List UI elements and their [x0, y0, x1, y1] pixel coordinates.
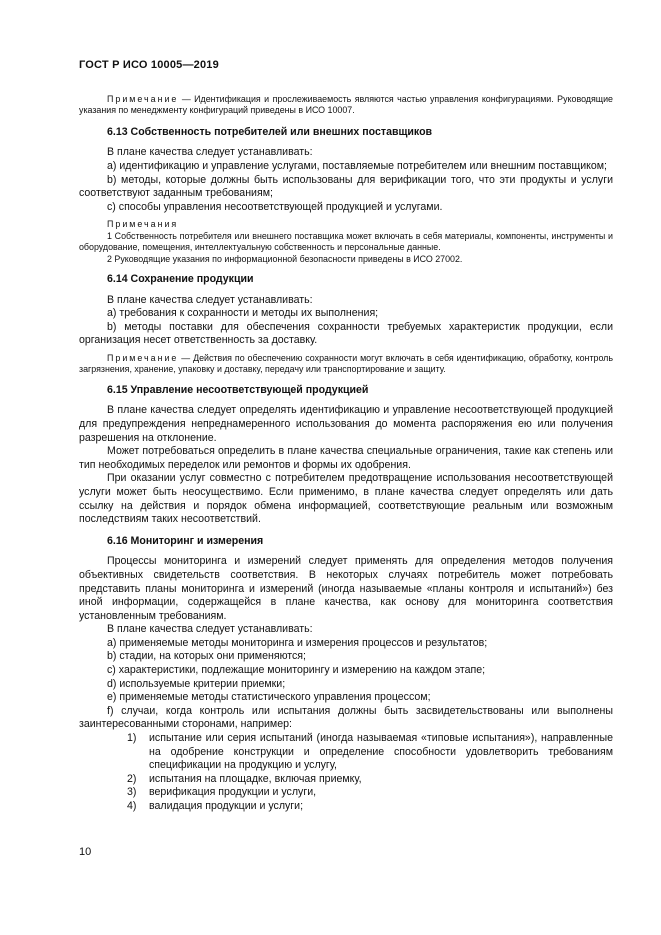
list-item: [79, 773, 613, 787]
s613-intro: В плане качества следует устанавливать:: [107, 146, 313, 159]
s613-item-a: a) идентификацию и управление услугами, поставляемые потребителем или внешним поставщиком;: [107, 160, 607, 172]
s614-intro: В плане качества следует устанавливать:: [107, 293, 313, 306]
list-item-number: 1): [127, 732, 137, 745]
s616-numbered-list: [79, 732, 613, 814]
list-item-text: испытание или серия испытаний (иногда называемая «типовые испытания»), направленные на одобрение конструкции и определение способности удовлетворить требованиям спецификации на продукцию и услугу,: [149, 732, 613, 772]
notes-label: Примечания: [107, 219, 179, 230]
s616-intro: В плане качества следует устанавливать:: [107, 623, 313, 636]
s616-item-b: b) стадии, на которых они применяются;: [107, 650, 306, 663]
s615-paragraph-3: При оказании услуг совместно с потребителем предотвращение использования несоответствующей услуги может быть неосуществимо. Если применимо, в плане качества следует определять или дать ссылку на действия и порядок обмена информацией, соответствующие реальным или возможным последствиям таких несоответствий.: [79, 472, 613, 526]
list-item-number: 3): [127, 786, 137, 799]
list-item-text: верификация продукции и услуги,: [149, 786, 317, 799]
s613-notes-label: [79, 219, 613, 230]
s616-item-c: c) характеристики, подлежащие мониторингу и измерению на каждом этапе;: [107, 664, 486, 677]
list-item-number: 2): [127, 772, 137, 785]
s614-item-b: b) методы поставки для обеспечения сохранности требуемых характеристик продукции, если организация несет ответственность за доставку.: [79, 320, 613, 347]
s614-note: [79, 353, 613, 376]
note-label: Примечание: [107, 352, 179, 363]
standard-header: ГОСТ Р ИСО 10005—2019: [79, 59, 219, 71]
s615-paragraph-1: В плане качества следует определять идентификацию и управление несоответствующей продукцией для предупреждения непреднамеренного использования до момента распоряжения ею или получения разрешения на отклонение.: [79, 404, 613, 444]
list-item: [79, 786, 613, 800]
s613-item-b: b) методы, которые должны быть использованы для верификации того, что эти продукты и услуги соответствуют заданным требованиям;: [79, 173, 613, 200]
s613-item-c: c) способы управления несоответствующей продукцией и услугами.: [107, 200, 443, 213]
section-6-13-title: 6.13 Собственность потребителей или внешних поставщиков: [107, 125, 433, 138]
list-item-text: испытания на площадке, включая приемку,: [149, 772, 362, 785]
note-text: — Действия по обеспечению сохранности могут включать в себя идентификацию, обработку, контроль загрязнения, хранение, упаковку и доставку, передачу или транспортирование и защиту.: [79, 352, 613, 375]
list-item-text: валидация продукции и услуги;: [149, 800, 304, 812]
s614-item-a: a) требования к сохранности и методы их выполнения;: [107, 307, 379, 320]
s616-item-a: a) применяемые методы мониторинга и измерения процессов и результатов;: [107, 636, 488, 649]
note-text: — Идентификация и прослеживаемость являются частью управления конфигурациями. Руководящие указания по менеджменту конфигураций приведены в ИСО 10007.: [79, 94, 613, 116]
s613-note-1: 1 Собственность потребителя или внешнего поставщика может включать в себя материалы, компоненты, инструменты и оборудование, помещения, интеллектуальную собственность и персональные данные.: [79, 230, 613, 253]
page-content: [79, 94, 613, 814]
list-item: [79, 800, 613, 814]
s615-paragraph-2: Может потребоваться определить в плане качества специальные ограничения, такие как степень или тип необходимых переделок или ремонтов и формы их одобрения.: [79, 445, 613, 471]
s613-note-2: 2 Руководящие указания по информационной безопасности приведены в ИСО 27002.: [107, 253, 463, 264]
list-item-number: 4): [127, 800, 137, 812]
s616-paragraph-1: Процессы мониторинга и измерений следует применять для определения методов получения объективных свидетельств соответствия. В некоторых случаях потребитель может потребовать представить планы мониторинга и измерений (иногда называемые «планы контроля и испытаний») без иной информации, содержащейся в плане качества, как основу для мониторинга соответствия установленным требованиям.: [79, 555, 613, 622]
note-configuration: [79, 94, 613, 117]
section-6-16-title: 6.16 Мониторинг и измерения: [107, 534, 264, 547]
section-6-14-title: 6.14 Сохранение продукции: [107, 273, 254, 285]
s616-item-e: e) применяемые методы статистического управления процессом;: [107, 691, 431, 704]
s616-item-f: f) случаи, когда контроль или испытания должны быть засвидетельствованы или выполнены заинтересованными сторонами, например:: [79, 704, 613, 731]
s616-item-d: d) используемые критерии приемки;: [107, 677, 286, 690]
section-6-15-title: 6.15 Управление несоответствующей продукцией: [107, 383, 369, 396]
note-label: Примечание: [107, 94, 179, 104]
page-number: 10: [79, 846, 92, 858]
list-item: [79, 732, 613, 773]
